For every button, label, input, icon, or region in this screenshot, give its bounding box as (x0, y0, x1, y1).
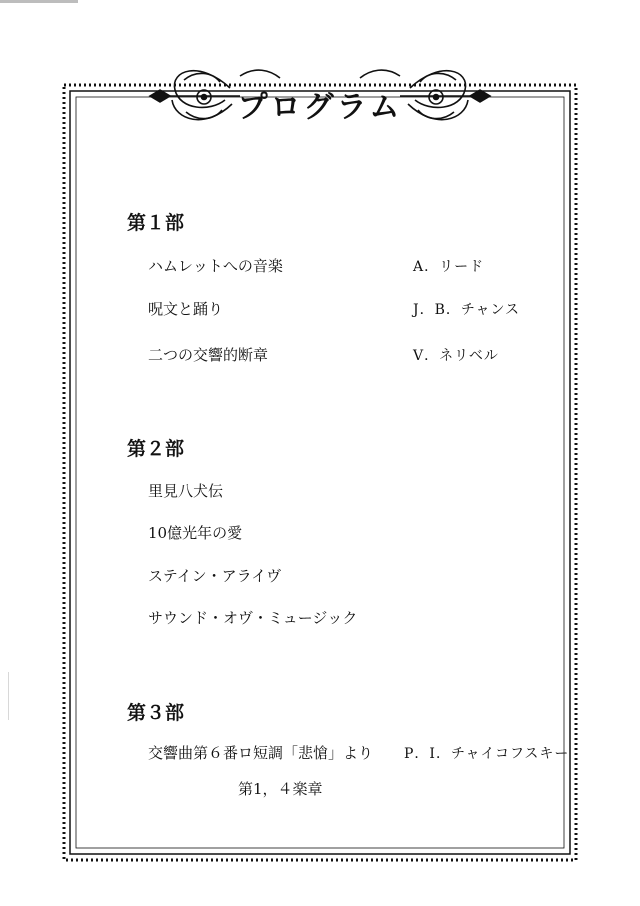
section-heading-part1: 第１部 (127, 212, 185, 234)
section-heading-part2: 第２部 (127, 438, 185, 460)
composer-name: J．B．チャンス (413, 302, 521, 318)
movement-subtitle: 第1，４楽章 (238, 780, 323, 798)
piece-title: 呪文と踊り (148, 300, 224, 318)
composer-name: P．I．チャイコフスキー (404, 746, 570, 762)
section-heading-part3: 第３部 (127, 702, 185, 724)
piece-title: 里見八犬伝 (148, 482, 224, 500)
piece-title: サウンド・オヴ・ミュージック (148, 609, 358, 627)
composer-name: A．リード (413, 259, 485, 275)
piece-title: 二つの交響的断章 (148, 346, 269, 364)
page-title: プログラム (237, 90, 403, 125)
piece-title: 交響曲第６番ロ短調「悲愴」より (148, 744, 374, 762)
piece-title: ステイン・アライヴ (148, 567, 282, 585)
piece-title: 10億光年の愛 (148, 524, 243, 542)
piece-title: ハムレットへの音楽 (148, 257, 283, 275)
composer-name: V．ネリベル (413, 348, 499, 364)
